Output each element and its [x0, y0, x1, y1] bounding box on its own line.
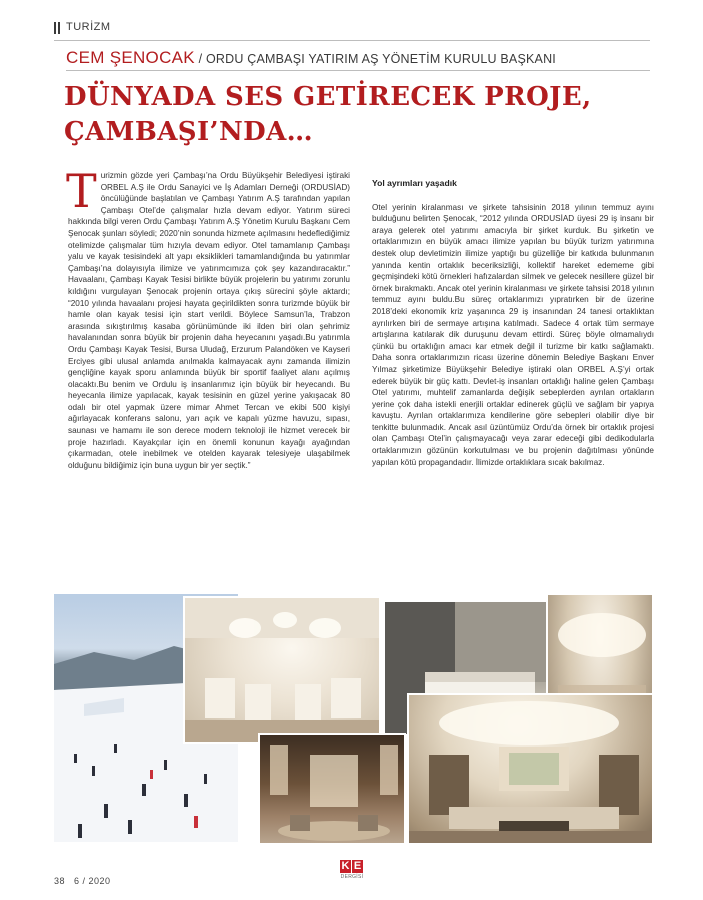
section-marker [54, 22, 62, 34]
hotel-lobby-photo [258, 733, 406, 845]
folio [54, 876, 111, 886]
living-area-photo [407, 693, 654, 845]
article-body-right: Otel yerinin kiralanması ve şirkete tahsisinin 2018 yılının temmuz ayını bulduğunu belirten Şenocak, “2012 yılında ORDUSİAD üyesi 29 iş insanı bir araya gelerek otel yatırımı amacıyla bir şirket kurduk. Bu şirketin ve ortaklarımızın en büyük amacı ilimize yapılan bu büyük turizm yatırımına destek olup devletimizin ilimize yaptığı bu güzelliğe bir katkıda bulunmanın yanında kentin ortaklık beceriksizliği, kollektif hareket edememe gibi geçmişindeki kötü örnekleri hafızalardan silmek ve gelecek nesillere güzel bir örnek bırakmaktı. Ancak otel yerinin kiralanması ve şirkete tahsisi 2018 yılının temmuz ayını buldu.Bu süreç ortaklarımızı yıpratırken bir de üzerine 2018’deki ekonomik kriz yaşanınca 29 iş insanından 24 tanesi ortaklıktan ayrılırken biri de sermaye artışına katılmadı. Sadece 4 ortak tüm sermaye artışlarına katılarak dik duruşunu devam ettirdi. Süreç böyle olmamalıydı çünkü bu ortaklığın amacı kar etmek değil il turizme bir katkı sağlamaktı. Daha sonra ortaklarımızın ricası üzerine dönemin Belediye Başkanı Enver Yılmaz şirketimize Büyükşehir Belediye iştiraki olan ORBEL A.Ş’yi ortak ederek büyük bir güç kattı. Devlet-iş insanları ortaklığı haline gelen Çambaşı Otel yatırımı, muhtelif zamanlarda değişik sebeplerden ayrılan ortakların yerine çok daha istekli enerjili ortaklar edinerek güçlü ve sağlam bir yapıya kavuştu. Ayrılan ortaklarımıza kendilerine göre sebepleri olabilir diye bir tenkitte bulunmadık. Ancak asıl üzüntümüz Ordu’da örnek bir ortaklık projesi olan Çambaşı Otel’in çalışmayacağı veya zarar edeceği gibi dedikodularla ortaklarımızın gözünün korkutulması ve bu projenin dağıtılması yönünde yapılan kötü propagandadır. İlimizde ortaklıklara sıcak bakılmaz. [372, 202, 654, 467]
article-column-left [66, 164, 350, 471]
headline-line-1: DÜNYADA SES GETİRECEK PROJE, [64, 82, 592, 112]
headline [64, 80, 664, 150]
author-role: ORDU ÇAMBAŞI YATIRIM AŞ YÖNETİM KURULU BAŞKANI [205, 52, 556, 66]
ballroom-illustration [185, 598, 381, 744]
byline-separator: / [194, 52, 206, 66]
page-number: 38 [54, 876, 66, 886]
lobby-illustration [260, 735, 406, 845]
article-column-right [372, 178, 654, 468]
byline-divider [66, 70, 650, 71]
logo-letter-e: E [353, 860, 362, 872]
ballroom-photo [183, 596, 381, 744]
author-name: CEM ŞENOCAK [66, 48, 195, 67]
logo-letter-k: K [341, 860, 350, 872]
section-divider [54, 40, 650, 41]
living-area-illustration [409, 695, 654, 845]
issue-date: 6 / 2020 [74, 876, 111, 886]
section-label: TURİZM [66, 21, 111, 33]
drop-cap: T [66, 164, 97, 218]
magazine-logo [340, 860, 364, 880]
article-body-left: urizmin gözde yeri Çambaşı’na Ordu Büyükşehir Belediyesi iştiraki ORBEL A.Ş ile Ordu Sanayici ve İş Adamları Derneği (ORDUSİAD) öncülüğünde başlatılan ve Çambaşı Yatırım A.Ş tarafından yapılan Çambaşı Otel’de çalışmalar hızla devam ediyor. Yatırım süreci hakkında bilgi veren Ordu Çambaşı Yatırım A.Ş Yönetim Kurulu Başkanı Cem Şenocak şunları söyledi; 2020’nin sonunda hizmete açılmasını hedeflediğimiz otelimizde çalışmalar tüm hızıyla devam ediyor. Otel tamamlanıp Çambaşı yalu ve kayak tesisindeki alt yapı eksiklikleri tamamlandığında bu yatırımlar Çambaşı’na dolayısıyla ilimize ve yatırımcımıza çok şey kazandıracaktır.” Havaalanı, Çambaşı Kayak Tesisi birlikte büyük projelerin bu yatırımı zorunlu kıldığını vurgulayan Şenocak projenin ortaya çıkış sürecini şöyle aktardı; “2010 yılında havaalanı projesi hayata geçirildikten sonra turizmde büyük bir hamle olan kayak tesisi için start verildi. Böylece Samsun’la, Trabzon arasında sıkıştırılmış kasaba görünümünde iki ilden biri olan şehrimiz havalanından sonra büyük bir projenin daha heyecanını yaşadı.Bu yatırımla Ordu Çambaşı Kayak Tesisi, Bursa Uludağ, Erzurum Palandöken ve Kayseri Erciyes gibi ulusal anlamda anılmakla kalmayacak aynı zamanda ilimizin gençliğine kayak sporu anlamında büyük bir sportif faaliyet alanı açılmış olacaktı.Bu benim ve Ordulu iş insanlarımız için büyük bir heyecandı. Bu heyecanla ilimize yapılacak, kayak tesisinin en güzel yerine yakışacak 80 odalı bir otel yapmak üzere mimar Ahmet Tercan ve ekibi 500 kişiyi ağırlayacak konferans salonu, yarı açık ve kapalı yüzme havuzu, sıpası, saunası ve hamamı ile son derece modern teknoloji ile hizmet verecek bir proje hazırladı. Kayakçılar için en önemli konunun kayağı ayağından çıkarmadan, otele inebilmek ve otelden kayarak telesiyeje ulaşabilmek olduğunu bildiğimiz için buna uygun bir yer seçtik.” [68, 171, 350, 470]
article-subhead: Yol ayrımları yaşadık [372, 178, 457, 188]
byline [66, 48, 556, 68]
headline-line-2: ÇAMBAŞI’NDA… [64, 117, 314, 147]
logo-subtitle: DERGİSİ [340, 874, 364, 880]
